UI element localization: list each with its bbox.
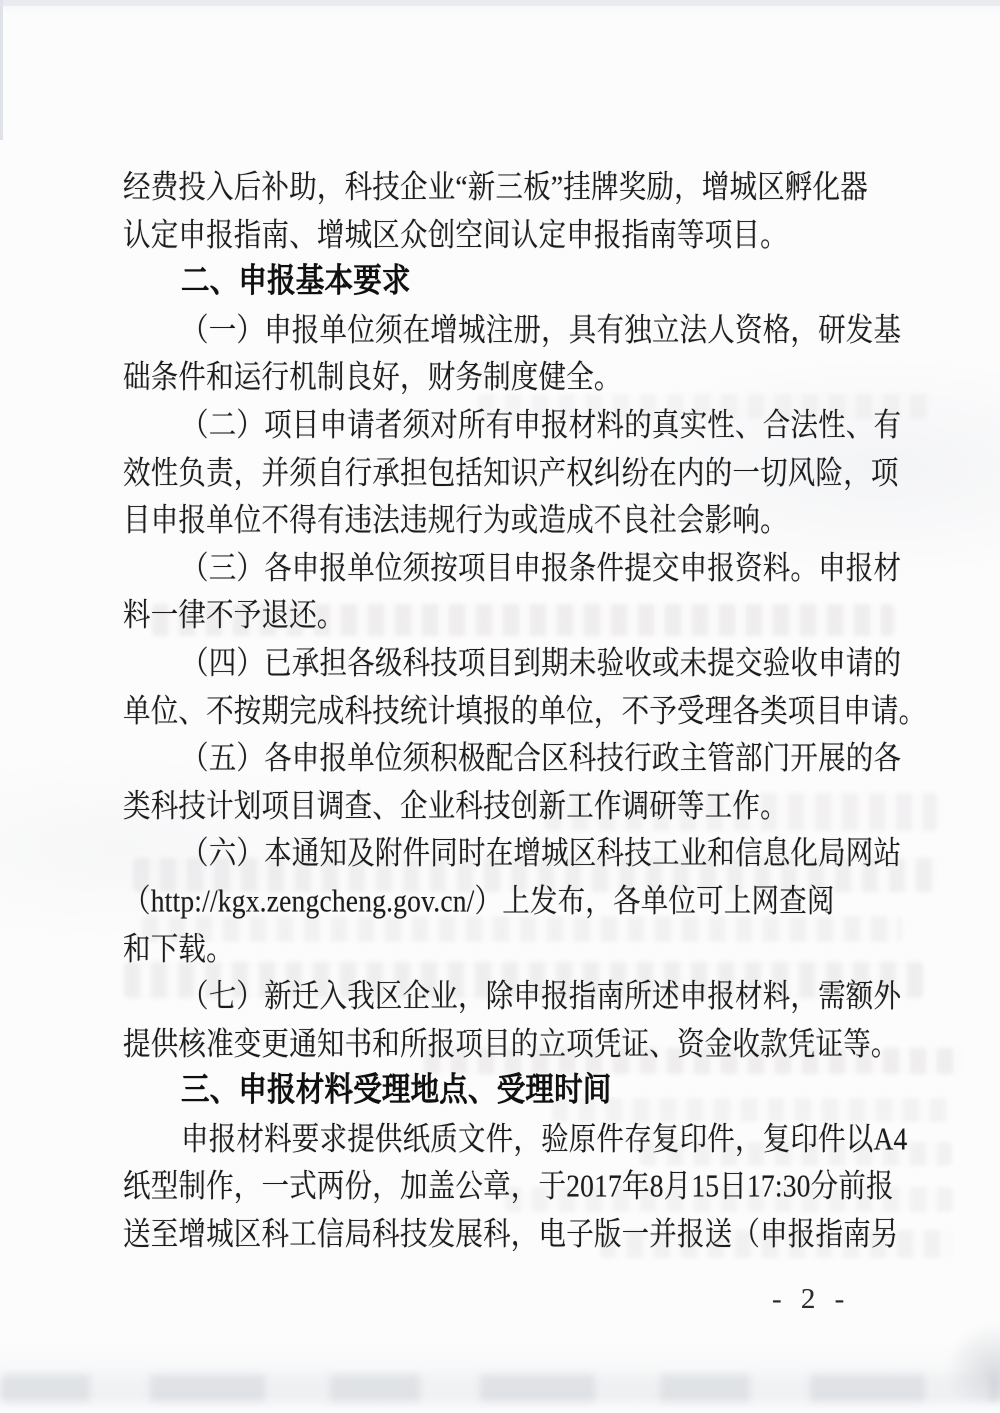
- scan-top-edge-artifact: [0, 0, 1000, 6]
- text-line: 申报材料要求提供纸质文件，验原件存复印件，复印件以A4: [181, 1120, 908, 1157]
- text-line: 类科技计划项目调查、企业科技创新工作调研等工作。: [123, 787, 788, 824]
- text-line: 目申报单位不得有违法违规行为或造成不良社会影响。: [123, 501, 788, 538]
- text-line: （六）本通知及附件同时在增城区科技工业和信息化局网站: [181, 834, 902, 871]
- section-heading-3: 三、申报材料受理地点、受理时间: [181, 1071, 612, 1109]
- text-line: （七）新迁入我区企业，除申报指南所述申报材料，需额外: [181, 977, 902, 1014]
- text-line: 础条件和运行机制良好，财务制度健全。: [123, 358, 622, 395]
- text-line: 认定申报指南、增城区众创空间认定申报指南等项目。: [123, 216, 788, 253]
- text-line-url: （http://kgx.zengcheng.gov.cn/）上发布，各单位可上网查阅: [123, 882, 835, 919]
- scan-bottom-edge-artifact: [0, 1374, 1000, 1402]
- text-line: 和下载。: [123, 929, 234, 966]
- text-line: （五）各申报单位须积极配合区科技行政主管部门开展的各: [181, 739, 902, 776]
- text-line: 料一律不予退还。: [123, 596, 345, 633]
- text-line: （四）已承担各级科技项目到期未验收或未提交验收申请的: [181, 644, 902, 681]
- text-line: 纸型制作，一式两份，加盖公章，于2017年8月15日17:30分前报: [123, 1167, 894, 1204]
- section-heading-2: 二、申报基本要求: [181, 262, 411, 300]
- text-line: 经费投入后补助，科技企业“新三板”挂牌奖励，增城区孵化器: [123, 168, 869, 205]
- text-line: 效性负责，并须自行承担包括知识产权纠纷在内的一切风险，项: [123, 454, 899, 490]
- scan-left-edge-artifact: [0, 0, 3, 140]
- text-line: （二）项目申请者须对所有申报材料的真实性、合法性、有: [181, 406, 902, 443]
- document-body: [123, 163, 927, 1258]
- scan-corner-smudge-artifact: [946, 1322, 1000, 1402]
- page-number: - 2 -: [772, 1283, 851, 1315]
- text-line: 提供核准变更通知书和所报项目的立项凭证、资金收款凭证等。: [123, 1025, 899, 1062]
- text-line: （一）申报单位须在增城注册，具有独立法人资格，研发基: [181, 311, 902, 348]
- text-line: 送至增城区科工信局科技发展科，电子版一并报送（申报指南另: [123, 1215, 899, 1252]
- text-line: （三）各申报单位须按项目申报条件提交申报资料。申报材: [181, 549, 902, 586]
- text-line: 单位、不按期完成科技统计填报的单位，不予受理各类项目申请。: [123, 692, 927, 728]
